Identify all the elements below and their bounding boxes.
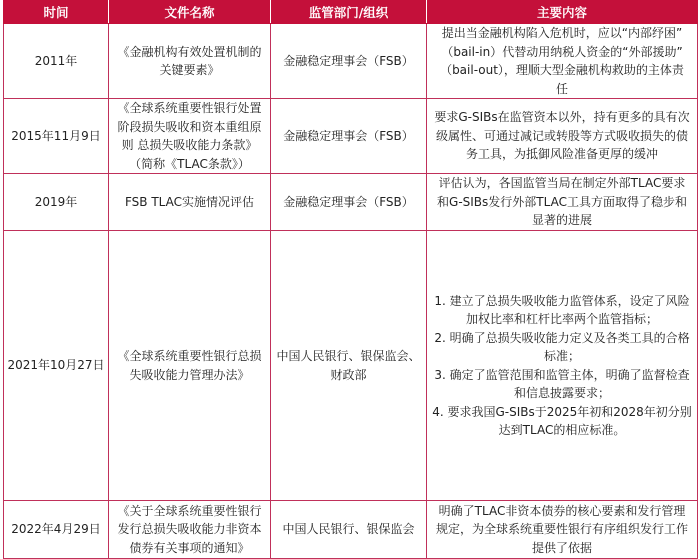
cell-content-line: 级属性、可通过减记或转股等方式吸收损失的债	[435, 128, 688, 143]
cell-content	[427, 231, 698, 501]
cell-content-line: 明确了TLAC非资本债券的核心要素和发行管理	[438, 503, 686, 518]
table-row	[4, 174, 698, 231]
cell-content-line: （bail-out），理顺大型金融机构救助的主体责	[440, 63, 684, 77]
cell-doc	[109, 231, 271, 501]
cell-content-line: 显著的进展	[531, 213, 592, 228]
table-row	[4, 24, 698, 99]
cell-content-line: 达到TLAC的相应标准。	[498, 423, 626, 437]
cell-doc	[109, 174, 271, 231]
cell-doc-line: 债券有关事项的通知》	[129, 540, 250, 555]
cell-org-line: 金融稳定理事会（FSB）	[283, 53, 414, 68]
cell-content-line: 3. 确定了监管范围和监管主体，明确了监督检查	[434, 367, 690, 382]
cell-time: 2021年10月27日	[4, 231, 109, 501]
cell-doc-line: 关键要素》	[159, 63, 220, 77]
cell-doc-line: 阶段损失吸收和资本重组原	[117, 119, 262, 134]
cell-org	[271, 24, 427, 99]
cell-org-line: 中国人民银行、银保监会、	[276, 349, 421, 363]
cell-org	[271, 501, 427, 559]
cell-content-line: 务工具，为抵御风险准备更厚的缓冲	[465, 147, 658, 162]
cell-content-line: 要求G-SIBs在监管资本以外，持有更多的具有次	[434, 110, 690, 125]
table-row	[4, 231, 698, 501]
cell-content-line: 4. 要求我国G-SIBs于2025年初和2028年初分别	[432, 404, 692, 419]
cell-doc-line: 《金融机构有效处置机制的	[117, 44, 262, 59]
cell-org-line: 财政部	[330, 367, 367, 382]
cell-content	[427, 24, 698, 99]
cell-content	[427, 501, 698, 559]
cell-doc-line: 失吸收能力管理办法》	[129, 367, 250, 382]
header-content: 主要内容	[427, 1, 698, 24]
cell-content	[427, 99, 698, 174]
cell-doc-line: 《全球系统重要性银行总损	[117, 349, 262, 363]
cell-org	[271, 174, 427, 231]
cell-org-line: 中国人民银行、银保监会	[282, 522, 415, 537]
cell-content-line: 和G-SIBs发行外部TLAC工具方面取得了稳步和	[437, 194, 687, 209]
cell-content-line: 提供了依据	[531, 540, 592, 555]
cell-org-line: 金融稳定理事会（FSB）	[283, 128, 414, 143]
cell-org	[271, 231, 427, 501]
cell-doc	[109, 501, 271, 559]
cell-content-line: 评估认为，各国监管当局在制定外部TLAC要求	[438, 176, 686, 191]
header-doc: 文件名称	[109, 1, 271, 24]
regulation-table	[3, 0, 698, 559]
cell-content-line: 2. 明确了总损失吸收能力定义及各类工具的合格	[434, 330, 690, 345]
cell-content-line: 和信息披露要求；	[513, 386, 610, 400]
cell-time: 2019年	[4, 174, 109, 231]
table-row	[4, 99, 698, 174]
cell-doc	[109, 24, 271, 99]
cell-doc-line: 《全球系统重要性银行处置	[117, 101, 262, 115]
cell-content-line: 加权比率和杠杆比率两个监管指标；	[465, 312, 658, 326]
cell-content-line: 标准；	[543, 349, 580, 363]
cell-doc	[109, 99, 271, 174]
cell-time: 2022年4月29日	[4, 501, 109, 559]
cell-time: 2011年	[4, 24, 109, 99]
cell-content-line: 规定，为全球系统重要性银行有序组织发行工作	[435, 522, 688, 537]
cell-doc-line: 《关于全球系统重要性银行	[117, 503, 262, 518]
table-row	[4, 501, 698, 559]
cell-doc-line: 发行总损失吸收能力非资本	[117, 522, 262, 537]
cell-doc-line: （简称《TLAC条款》）	[129, 156, 250, 171]
cell-content-line: （bail-in）代替动用纳税人资金的“外部援助”	[441, 44, 683, 59]
cell-content	[427, 174, 698, 231]
cell-doc-line: 则 总损失吸收能力条款》	[121, 138, 258, 152]
cell-doc-line: FSB TLAC实施情况评估	[124, 194, 255, 209]
cell-content-line: 1. 建立了总损失吸收能力监管体系，设定了风险	[434, 293, 690, 308]
cell-time: 2015年11月9日	[4, 99, 109, 174]
cell-content-line: 任	[555, 81, 568, 96]
cell-org-line: 金融稳定理事会（FSB）	[283, 194, 414, 209]
cell-org	[271, 99, 427, 174]
header-row	[4, 1, 698, 24]
header-time: 时间	[4, 1, 109, 24]
cell-content-line: 提出当金融机构陷入危机时，应以“内部纾困”	[441, 26, 683, 40]
header-org: 监管部门/组织	[271, 1, 427, 24]
